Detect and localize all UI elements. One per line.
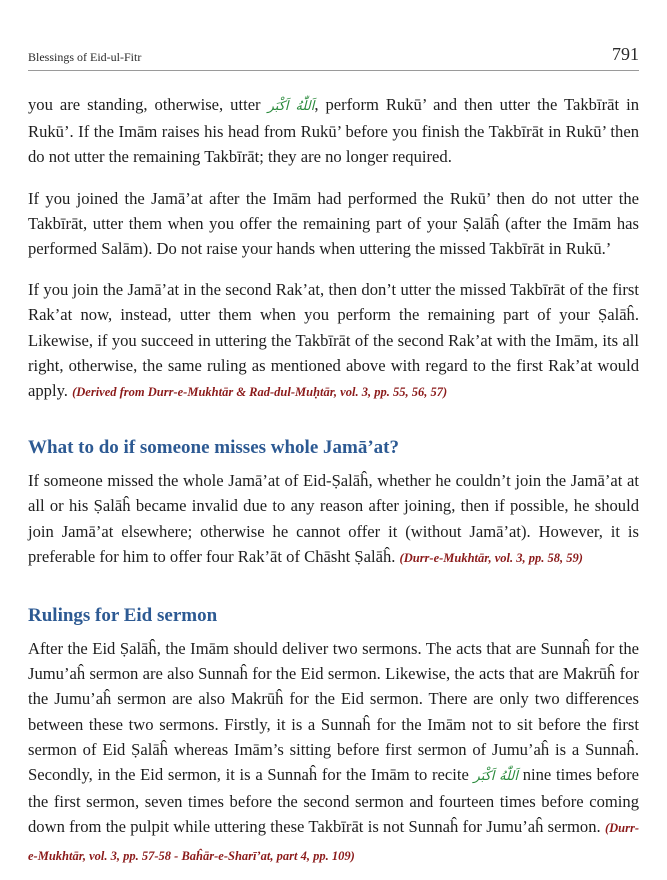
reference-citation: (Durr-e-Mukhtār, vol. 3, pp. 57-58 - Baĥār-e-Sharī’at, part 4, pp. 109)	[28, 821, 639, 863]
section-heading-missed-jamaat: What to do if someone misses whole Jamā’at?	[28, 437, 400, 459]
paragraph-text: After the Eid Ṣalāĥ, the Imām should deliver two sermons. The acts that are Sunnaĥ for the Jumu’aĥ sermon are also Sunnaĥ for the Eid sermon. Likewise, the acts that are Makrūĥ for the Jumu’aĥ sermon are also Makrūĥ for the Eid sermon. There are only two differences between these two sermons. Firstly, it is a Sunnaĥ for the Imām not to sit before the first sermon of Eid Ṣalāĥ whereas Imām’s sitting before first sermon of Jumu’aĥ is a Sunnaĥ. Secondly, in the Eid sermon, it is a Sunnaĥ for the Imām to recite	[28, 639, 639, 785]
paragraph-text: nine times before the first sermon, seven times before the second sermon and fourteen times before coming down from the pulpit while uttering these Takbīrāt is not Sunnaĥ for Jumu’aĥ sermon.	[28, 765, 640, 837]
paragraph-continuation	[28, 92, 639, 170]
section-heading-eid-sermon: Rulings for Eid sermon	[28, 605, 218, 627]
reference-citation: (Durr-e-Mukhtār, vol. 3, pp. 58, 59)	[399, 550, 583, 565]
reference-citation: (Derived from Durr-e-Mukhtār & Rad-dul-Muḥtār, vol. 3, pp. 55, 56, 57)	[72, 385, 448, 400]
arabic-takbir: اَللّٰهُ اَكْبَر	[267, 99, 315, 114]
paragraph-text: If someone missed the whole Jamā’at of Eid-Ṣalāĥ, whether he couldn’t join the Jamā’at at all or his Ṣalāĥ became invalid due to any reason after joining, then if possible, he should join Jamā’at elsewhere; otherwise he cannot offer it (without Jamā’at). However, it is preferable for him to offer four Rak’āt of Chāsht Ṣalāĥ.	[28, 471, 639, 566]
running-title: Blessings of Eid-ul-Fitr	[28, 50, 142, 64]
paragraph-text: If you joined the Jamā’at after the Imām had performed the Rukū’ then do not utter the Takbīrāt, utter them when you offer the remaining part of your Ṣalāĥ (after the Imām has performed Salām). Do not raise your hands when uttering the missed Takbīrāt in Rukū.’	[28, 188, 639, 259]
paragraph-second-rakat	[28, 277, 639, 405]
arabic-takbir: اَللّٰهُ اَكْبَر	[473, 769, 518, 785]
page-body	[28, 92, 639, 869]
paragraph-joined-after-ruku	[28, 186, 639, 262]
header-rule	[28, 70, 639, 71]
paragraph-text: you are standing, otherwise, utter	[28, 95, 268, 114]
page-header	[28, 0, 639, 72]
paragraph-text: If you join the Jamā’at in the second Rak’at, then don’t utter the missed Takbīrāt of the first Rak’at now, instead, utter them when you perform the remaining part of your Ṣalāĥ. Likewise, if you succeed in uttering the Takbīrāt of the second Rak’at with the Imām, its all right, otherwise, the same ruling as mentioned above with regard to the first Rak’at would apply.	[28, 280, 639, 401]
page-number: 791	[612, 44, 639, 64]
paragraph-text: , perform Rukū’ and then utter the Takbīrāt in Rukū’. If the Imām raises his head from Rukū’ before you finish the Takbīrāt in Rukū’ then do not utter the remaining Takbīrāt; they are no longer required.	[28, 95, 639, 167]
paragraph-eid-sermon	[28, 636, 639, 869]
paragraph-missed-jamaat	[28, 468, 639, 571]
